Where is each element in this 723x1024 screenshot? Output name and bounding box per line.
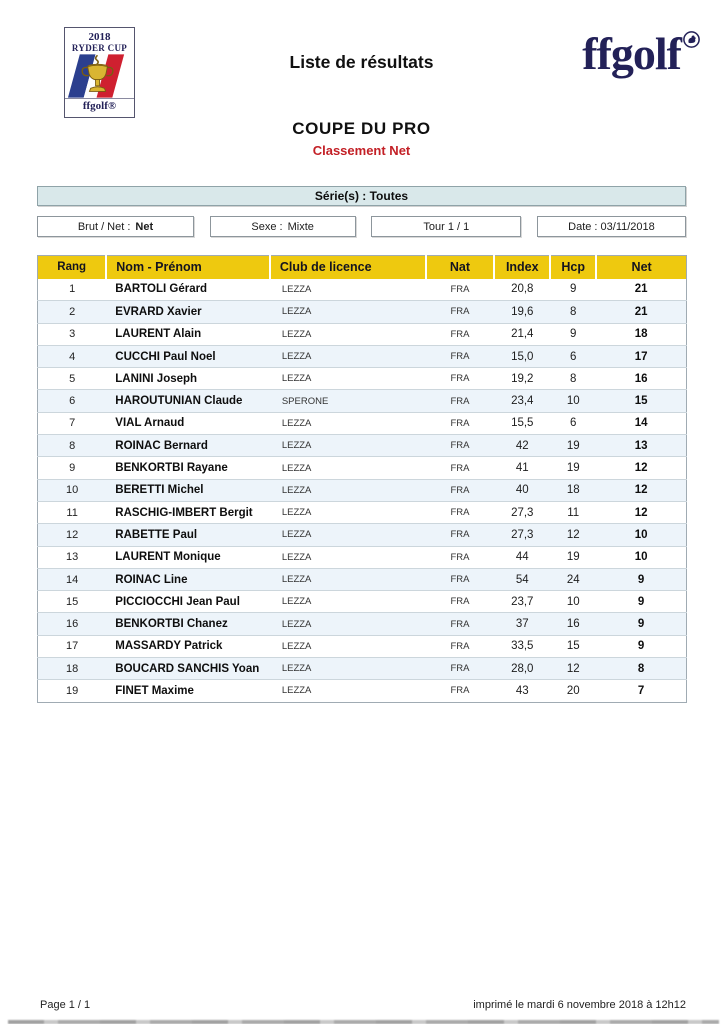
hcp-cell: 6	[550, 412, 596, 434]
net-score-cell: 10	[596, 524, 686, 546]
index-cell: 37	[494, 613, 550, 635]
net-score-cell: 18	[596, 323, 686, 345]
rank-cell: 9	[38, 457, 107, 479]
club-cell: LEZZA	[270, 658, 426, 680]
index-cell: 40	[494, 479, 550, 501]
club-cell: LEZZA	[270, 435, 426, 457]
table-row	[38, 635, 687, 657]
net-score-cell: 9	[596, 613, 686, 635]
nationality-cell: FRA	[426, 568, 495, 590]
col-header-net: Net	[596, 256, 686, 279]
rank-cell: 16	[38, 613, 107, 635]
col-header-nat: Nat	[426, 256, 495, 279]
player-name-cell: RASCHIG-IMBERT Bergit	[106, 501, 270, 523]
hcp-cell: 9	[570, 283, 577, 296]
index-cell: 27,3	[494, 524, 550, 546]
net-score-cell: 10	[596, 546, 686, 568]
filter-date-label: Date : 03/11/2018	[568, 220, 655, 233]
net-score-cell: 14	[596, 412, 686, 434]
rank-cell: 5	[38, 368, 107, 390]
index-cell: 19,2	[494, 368, 550, 390]
hcp-cell: 19	[550, 435, 596, 457]
nationality-cell: FRA	[426, 591, 495, 613]
player-name-cell: BENKORTBI Chanez	[106, 613, 270, 635]
rank-cell: 12	[38, 524, 107, 546]
hcp-cell: 6	[550, 345, 596, 367]
club-cell: LEZZA	[270, 345, 426, 367]
index-cell: 41	[494, 457, 550, 479]
player-name-cell: EVRARD Xavier	[106, 301, 270, 323]
col-header-index: Index	[494, 256, 550, 279]
results-table	[37, 255, 687, 703]
nationality-cell: FRA	[426, 412, 495, 434]
scan-edge-artifact	[8, 1020, 719, 1024]
club-cell: LEZZA	[270, 368, 426, 390]
rank-cell: 8	[38, 435, 107, 457]
rank-cell: 4	[38, 345, 107, 367]
hcp-cell: 19	[550, 457, 596, 479]
nationality-cell: FRA	[426, 301, 495, 323]
ryder-cup-event: RYDER CUP	[71, 43, 128, 53]
player-name-cell: RABETTE Paul	[106, 524, 270, 546]
results-table-header	[38, 256, 687, 279]
club-cell: LEZZA	[281, 283, 312, 295]
table-row	[38, 546, 687, 568]
club-cell: LEZZA	[270, 457, 426, 479]
table-row	[38, 368, 687, 390]
nationality-cell: FRA	[426, 658, 495, 680]
hcp-cell: 16	[550, 613, 596, 635]
filter-tour-label: Tour 1 / 1	[423, 220, 470, 233]
filter-sexe-label: Sexe :	[251, 220, 283, 233]
nationality-cell: FRA	[426, 479, 495, 501]
filter-tour	[371, 216, 521, 237]
ranking-subtitle: Classement Net	[312, 143, 411, 158]
table-row	[38, 591, 687, 613]
table-row	[38, 524, 687, 546]
player-name-cell: LAURENT Monique	[106, 546, 270, 568]
nationality-cell: FRA	[426, 345, 495, 367]
club-cell: SPERONE	[270, 390, 426, 412]
hcp-cell: 8	[550, 301, 596, 323]
player-name-cell: ROINAC Line	[106, 568, 270, 590]
hcp-cell: 12	[550, 524, 596, 546]
club-cell: LEZZA	[270, 412, 426, 434]
hcp-cell: 10	[550, 390, 596, 412]
index-cell: 20,8	[511, 283, 534, 296]
hcp-cell: 11	[550, 501, 596, 523]
nationality-cell: FRA	[426, 390, 495, 412]
net-score-cell: 12	[596, 457, 686, 479]
index-cell: 33,5	[494, 635, 550, 657]
filter-row	[37, 216, 686, 237]
player-name-cell: LAURENT Alain	[106, 323, 270, 345]
index-cell: 42	[494, 435, 550, 457]
net-score-cell: 7	[596, 680, 686, 702]
rank-cell: 18	[38, 658, 107, 680]
player-name-cell: HAROUTUNIAN Claude	[106, 390, 270, 412]
index-cell: 23,7	[494, 591, 550, 613]
club-cell: LEZZA	[270, 301, 426, 323]
rank-cell: 13	[38, 546, 107, 568]
nationality-cell: FRA	[426, 524, 495, 546]
filter-brut-net-value: Net	[135, 220, 154, 233]
hcp-cell: 24	[550, 568, 596, 590]
filter-brut-net	[37, 216, 194, 237]
club-cell: LEZZA	[270, 613, 426, 635]
filter-brut-net-label: Brut / Net :	[77, 220, 131, 233]
player-name-cell: BOUCARD SANCHIS Yoan	[106, 658, 270, 680]
rank-cell: 2	[38, 301, 107, 323]
club-cell: LEZZA	[270, 323, 426, 345]
table-row	[38, 435, 687, 457]
nationality-cell: FRA	[426, 613, 495, 635]
net-score-cell: 17	[596, 345, 686, 367]
page-number: Page 1 / 1	[40, 999, 91, 1011]
hcp-cell: 20	[550, 680, 596, 702]
hcp-cell: 8	[550, 368, 596, 390]
hcp-cell: 10	[550, 591, 596, 613]
nationality-cell: FRA	[426, 501, 495, 523]
col-header-hcp: Hcp	[550, 256, 596, 279]
index-cell: 43	[494, 680, 550, 702]
series-bar-text: Série(s) : Toutes	[314, 189, 409, 203]
table-row	[38, 501, 687, 523]
hcp-cell: 18	[550, 479, 596, 501]
table-row	[38, 301, 687, 323]
index-cell: 15,0	[494, 345, 550, 367]
nationality-cell: FRA	[426, 457, 495, 479]
club-cell: LEZZA	[270, 546, 426, 568]
col-header-nom: Nom - Prénom	[106, 256, 270, 279]
rank-cell: 7	[38, 412, 107, 434]
club-cell: LEZZA	[270, 591, 426, 613]
player-name-cell: BERETTI Michel	[106, 479, 270, 501]
nationality-cell: FRA	[426, 635, 495, 657]
club-cell: LEZZA	[270, 524, 426, 546]
table-row	[38, 613, 687, 635]
printed-stamp: imprimé le mardi 6 novembre 2018 à 12h12	[473, 999, 686, 1011]
net-score-cell: 9	[596, 568, 686, 590]
player-name-cell: MASSARDY Patrick	[106, 635, 270, 657]
rank-cell: 17	[38, 635, 107, 657]
rank-cell: 19	[38, 680, 107, 702]
index-cell: 23,4	[494, 390, 550, 412]
index-cell: 44	[494, 546, 550, 568]
net-score-cell: 21	[634, 283, 648, 296]
rank-cell: 10	[38, 479, 107, 501]
index-cell: 15,5	[494, 412, 550, 434]
club-cell: LEZZA	[270, 680, 426, 702]
net-score-cell: 8	[596, 658, 686, 680]
ryder-cup-logo-brand	[65, 98, 134, 114]
table-row	[38, 390, 687, 412]
rank-cell: 1	[69, 283, 76, 296]
net-score-cell: 16	[596, 368, 686, 390]
nationality-cell: FRA	[426, 680, 495, 702]
rank-cell: 3	[38, 323, 107, 345]
filter-date	[537, 216, 686, 237]
table-row	[38, 323, 687, 345]
page-title: Liste de résultats	[289, 52, 434, 72]
table-row	[38, 568, 687, 590]
table-row	[38, 412, 687, 434]
net-score-cell: 9	[596, 635, 686, 657]
filter-sexe	[210, 216, 356, 237]
club-cell: LEZZA	[270, 635, 426, 657]
player-name-cell: ROINAC Bernard	[106, 435, 270, 457]
rank-cell: 6	[38, 390, 107, 412]
ryder-cup-year: 2018	[88, 31, 111, 43]
col-header-club: Club de licence	[270, 256, 426, 279]
hcp-cell: 9	[550, 323, 596, 345]
net-score-cell: 9	[596, 591, 686, 613]
results-table-body	[38, 279, 687, 703]
index-cell: 54	[494, 568, 550, 590]
rooster-mark-icon	[682, 30, 701, 49]
filter-sexe-value: Mixte	[287, 220, 314, 233]
club-cell: LEZZA	[270, 479, 426, 501]
index-cell: 28,0	[494, 658, 550, 680]
table-row	[38, 279, 687, 301]
ryder-cup-logo-brand-text: ffgolf®	[82, 100, 117, 112]
player-name-cell: VIAL Arnaud	[106, 412, 270, 434]
table-row	[38, 345, 687, 367]
player-name-cell: PICCIOCCHI Jean Paul	[106, 591, 270, 613]
competition-title: COUPE DU PRO	[292, 119, 431, 138]
net-score-cell: 21	[596, 301, 686, 323]
table-row	[38, 680, 687, 702]
net-score-cell: 12	[596, 479, 686, 501]
player-name-cell: FINET Maxime	[106, 680, 270, 702]
col-header-rang: Rang	[38, 256, 107, 279]
hcp-cell: 19	[550, 546, 596, 568]
index-cell: 21,4	[494, 323, 550, 345]
rank-cell: 11	[38, 501, 107, 523]
table-row	[38, 457, 687, 479]
ffgolf-logo	[582, 28, 701, 79]
series-bar	[37, 186, 686, 206]
index-cell: 27,3	[494, 501, 550, 523]
net-score-cell: 15	[596, 390, 686, 412]
net-score-cell: 13	[596, 435, 686, 457]
ffgolf-logo-text: ffgolf	[582, 28, 681, 79]
club-cell: LEZZA	[270, 501, 426, 523]
hcp-cell: 12	[550, 658, 596, 680]
nationality-cell: FRA	[450, 283, 470, 295]
player-name-cell: LANINI Joseph	[106, 368, 270, 390]
nationality-cell: FRA	[426, 435, 495, 457]
rank-cell: 14	[38, 568, 107, 590]
player-name-cell: BARTOLI Gérard	[115, 283, 208, 296]
club-cell: LEZZA	[270, 568, 426, 590]
table-row	[38, 479, 687, 501]
nationality-cell: FRA	[426, 368, 495, 390]
nationality-cell: FRA	[426, 546, 495, 568]
rank-cell: 15	[38, 591, 107, 613]
player-name-cell: CUCCHI Paul Noel	[106, 345, 270, 367]
player-name-cell: BENKORTBI Rayane	[106, 457, 270, 479]
index-cell: 19,6	[494, 301, 550, 323]
nationality-cell: FRA	[426, 323, 495, 345]
hcp-cell: 15	[550, 635, 596, 657]
net-score-cell: 12	[596, 501, 686, 523]
table-row	[38, 658, 687, 680]
